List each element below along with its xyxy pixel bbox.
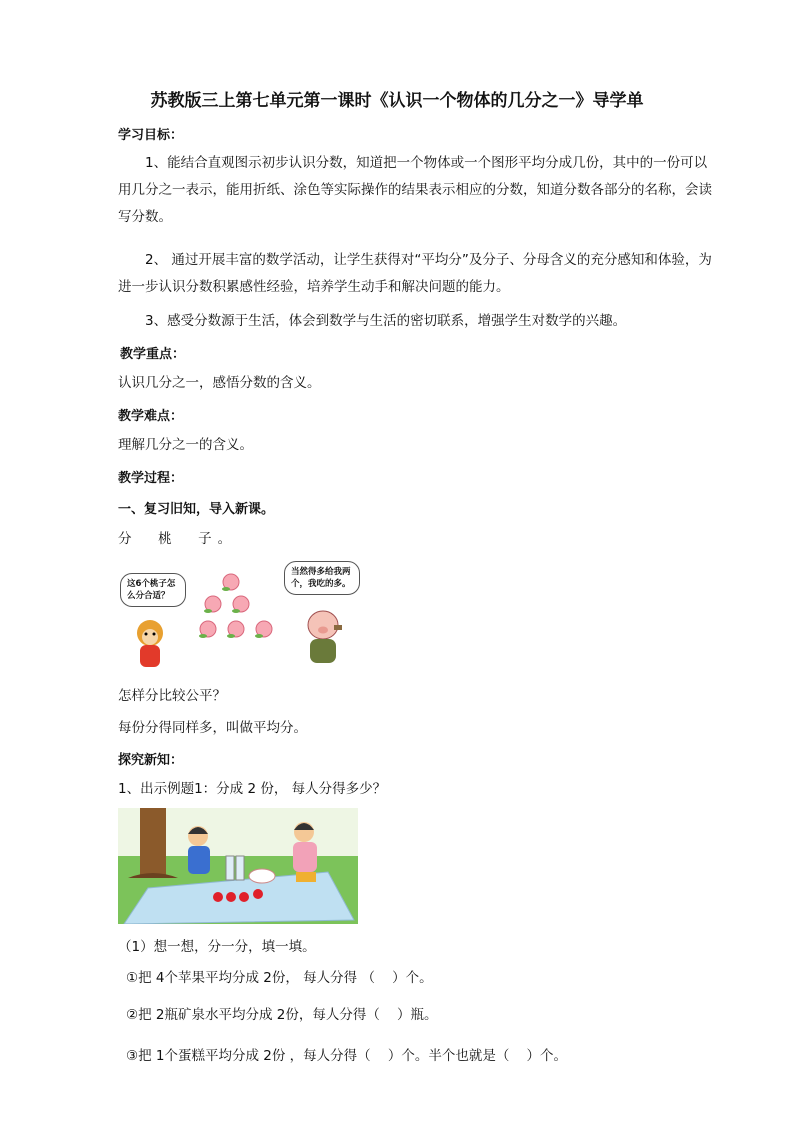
document-title: 苏教版三上第七单元第一课时《认识一个物体的几分之一》导学单 — [150, 91, 644, 111]
example-1: 1、出示例题1：分成 2 份， 每人分得多少？ — [118, 781, 387, 797]
peaches-and-characters-icon — [118, 555, 368, 675]
section-1-heading: 一、复习旧知，导入新课。 — [118, 502, 275, 517]
peach-illustration — [118, 555, 368, 675]
goal-3: 3、感受分数源于生活，体会到数学与生活的密切联系，增强学生对数学的兴趣。 — [145, 313, 627, 329]
fill-item-apples: ①把 4个苹果平均分成 2份， 每人分得 （ ）个。 — [126, 970, 433, 986]
picnic-illustration — [118, 808, 358, 924]
difficulty-text: 理解几分之一的含义。 — [118, 437, 253, 453]
goals-heading: 学习目标： — [118, 128, 184, 143]
goal-2: 2、 通过开展丰富的数学活动，让学生获得对“平均分”及分子、分母含义的充分感知和体验，为进一步认识分数积累感性经验，培养学生动手和解决问题的能力。 — [118, 252, 712, 295]
answer-average: 每份分得同样多，叫做平均分。 — [118, 720, 307, 736]
goal-1: 1、能结合直观图示初步认识分数，知道把一个物体或一个图形平均分成几份，其中的一份可以用几分之一表示，能用折纸、涂色等实际操作的结果表示相应的分数，知道分数各部分的名称，会读写分数。 — [118, 155, 712, 225]
fill-item-cake: ③把 1个蛋糕平均分成 2份 ，每人分得（ ）个。半个也就是（ ）个。 — [126, 1048, 567, 1064]
process-heading: 教学过程： — [118, 471, 184, 486]
fill-item-water: ②把 2瓶矿泉水平均分成 2份，每人分得（ ）瓶。 — [126, 1007, 438, 1023]
explore-heading: 探究新知： — [118, 753, 184, 768]
speech-bubble-left: 这6个桃子怎么分合适？ — [120, 573, 186, 607]
sub-question: （1）想一想，分一分，填一填。 — [118, 939, 316, 955]
key-point-text: 认识几分之一，感悟分数的含义。 — [118, 375, 321, 391]
speech-bubble-right: 当然得多给我两个，我吃的多。 — [284, 561, 360, 595]
difficulty-heading: 教学难点： — [118, 409, 184, 424]
activity-title: 分 桃 子。 — [118, 531, 238, 547]
question-fair: 怎样分比较公平？ — [118, 688, 226, 704]
key-point-heading: 教学重点： — [120, 347, 186, 362]
